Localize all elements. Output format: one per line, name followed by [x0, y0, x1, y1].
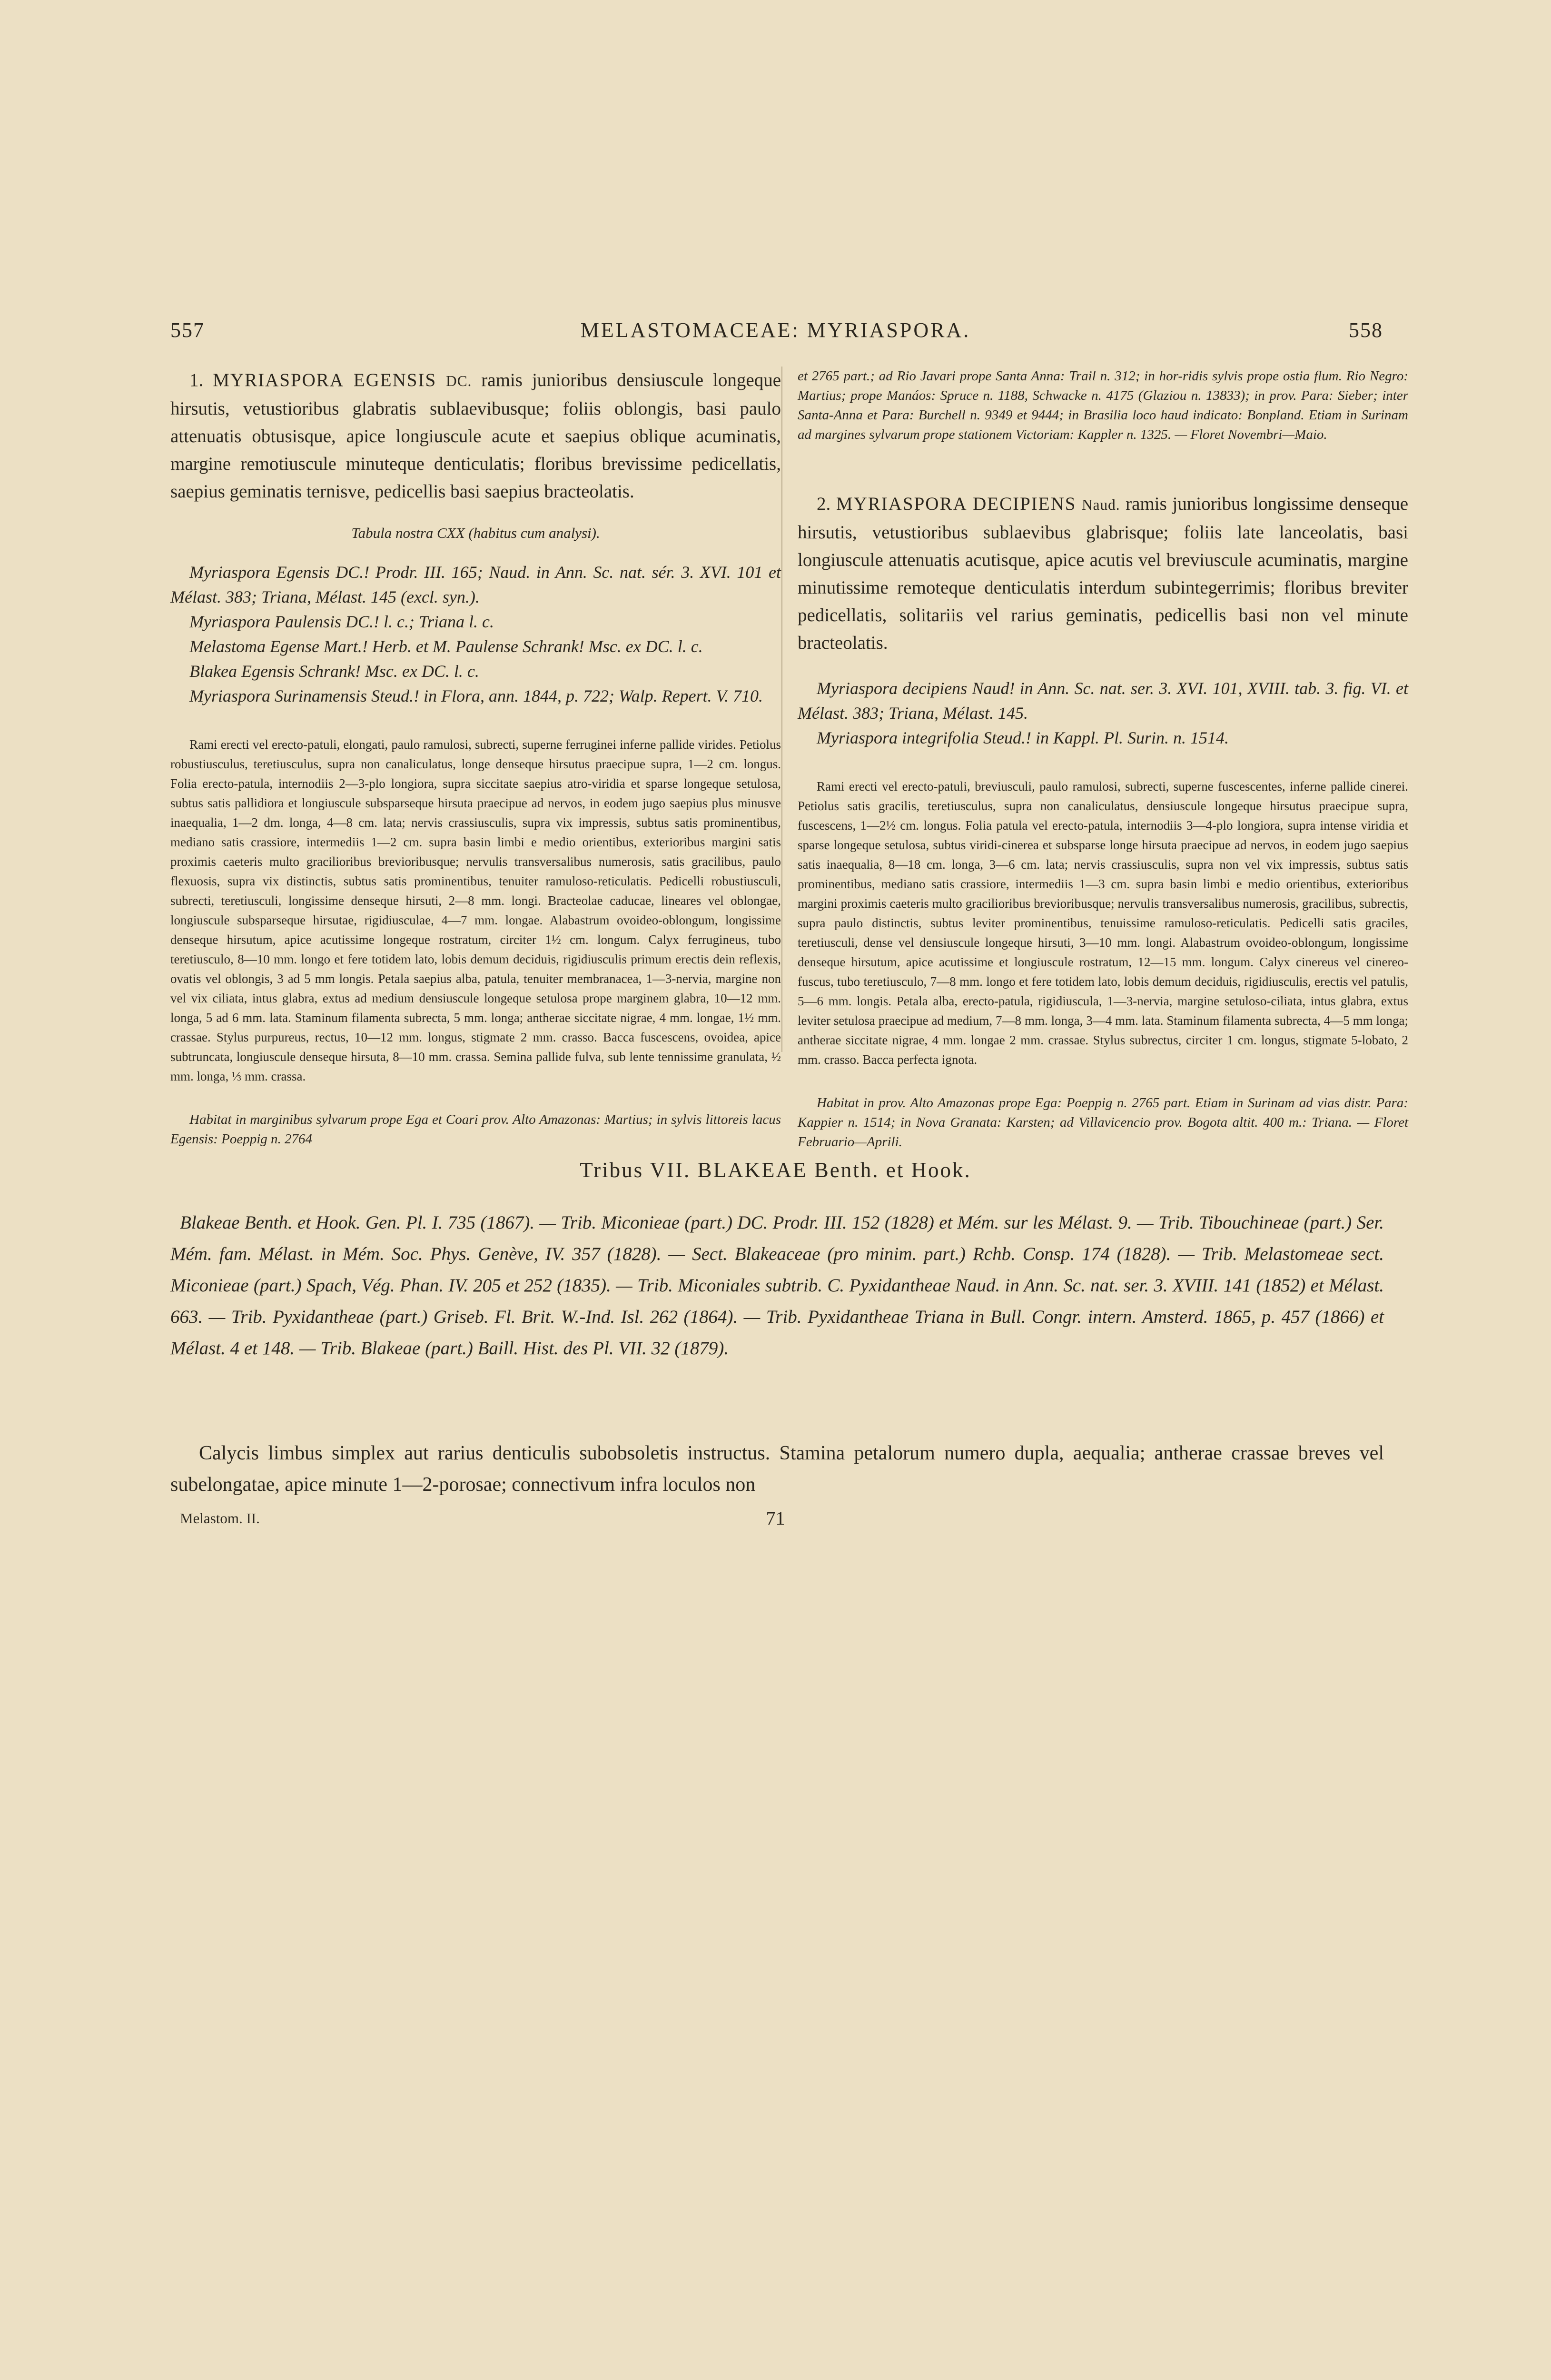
species-1-description: Rami erecti vel erecto-patuli, elongati, paulo ramulosi, subrecti, superne ferruginei inferne pallide virides. Petiolus robustiusculus, teretiusculus, supra non canaliculatus, longe denseque hirsutus praecipue supra, 1—2 cm. longus. Folia erecto-patula, internodiis 2—3-plo longiora, supra siccitate saepius atro-viridia et sparse longeque setulosa, subtus satis pallidiora et longiuscule subsparseque hirsuta praecipue ad nervos, in eodem jugo saepius plus minusve inaequalia, 1—2 dm. longa, 4—8 cm. lata; nervis crassiusculis, supra vix impressis, subtus satis prominentibus, mediano satis crassiore, intermediis 1—2 cm. supra basin limbi e medio orientibus, exterioribus margini satis proximis caeteris multo gracilioribus brevioribusque; nervulis transversalibus numerosis, satis gracilibus, paulo flexuosis, supra vix distinctis, subtus satis prominentibus, tenuiter ramuloso-reticulatis. Pedicelli robustiusculi, subrecti, teretiusculi, longissime denseque hirsuti, 2—8 mm. longi. Bracteolae caducae, lineares vel oblongae, longiuscule subsparseque hirsutae, rigidiusculae, 4—7 mm. longae. Alabastrum ovoideo-oblongum, longissime denseque hirsutum, apice acutissime longeque rostratum, circiter 1½ cm. longum. Calyx ferrugineus, tubo teretiusculo, 8—10 mm. longo et fere totidem lato, lobis demum deciduis, rigidiusculis primum erectis dein reflexis, ovatis vel oblongis, 3 ad 5 mm longis. Petala saepius alba, patula, tenuiter membranacea, 1—3-nervia, margine non vel vix ciliata, intus glabra, extus ad medium densiuscule longeque setulosa prope marginem glabra, 10—12 mm. longa, 5 ad 6 mm. lata. Staminum filamenta subrecta, 5 mm. longa; antherae siccitate nigrae, 4 mm. longae, 1½ mm. crassae. Stylus purpureus, rectus, 10—12 mm. longus, stigmate 2 mm. crasso. Bacca fuscescens, ovoidea, apice subtruncata, longiuscule denseque hirsuta, 8—10 mm. crassa. Semina pallide fulva, sub lente tennissime granulata, ½ mm. longa, ⅓ mm. crassa.	[170, 737, 781, 1083]
page-number-left: 557	[170, 318, 205, 342]
running-head: MELASTOMACEAE: MYRIASPORA.	[580, 318, 971, 342]
page-number-right: 558	[1349, 318, 1383, 342]
synonym: Blakea Egensis Schrank! Msc. ex DC. l. c.	[189, 662, 479, 681]
species-2-habitat: Habitat in prov. Alto Amazonas prope Ega: Poeppig n. 2765 part. Etiam in Surinam ad vias distr. Para: Kappier n. 1514; in Nova Granata: Karsten; ad Villavicencio prov. Bogota altit. 400 m.: Triana. — Floret Februario—Aprili.	[798, 1095, 1408, 1150]
tribe-references: Blakeae Benth. et Hook. Gen. Pl. I. 735 (1867). — Trib. Miconieae (part.) DC. Prodr. III. 152 (1828) et Mém. sur les Mélast. 9. — Trib. Tibouchineae (part.) Ser. Mém. fam. Mélast. in Mém. Soc. Phys. Genève, IV. 357 (1828). — Sect. Blakeaceae (pro minim. part.) Rchb. Consp. 174 (1828). — Trib. Melastomeae sect. Miconieae (part.) Spach, Vég. Phan. IV. 205 et 252 (1835). — Trib. Miconiales subtrib. C. Pyxidantheae Naud. in Ann. Sc. nat. ser. 3. XVIII. 141 (1852) et Mélast. 663. — Trib. Pyxidantheae (part.) Griseb. Fl. Brit. W.-Ind. Isl. 262 (1864). — Trib. Pyxidantheae Triana in Bull. Congr. intern. Amsterd. 1865, p. 457 (1866) et Mélast. 4 et 148. — Trib. Blakeae (part.) Baill. Hist. des Pl. VII. 32 (1879).	[170, 1212, 1384, 1359]
species-1-name: MYRIASPORA EGENSIS	[213, 370, 437, 390]
plate-reference: Tabula nostra CXX (habitus cum analysi).	[351, 525, 600, 541]
species-2-diagnosis: ramis junioribus longissime denseque hirsutis, vetustioribus sublaevibus glabrisque; foliis late lanceolatis, basi longiuscule attenuatis acutisque, apice acutis vel breviuscule acuminatis, margine minutissime remoteque denticulatis interdum subintegerrimis; floribus breviter pedicellatis, solitariis vel rarius geminatis, pedicellis basi non vel minute bracteolatis.	[798, 494, 1409, 653]
synonym: Myriaspora Paulensis DC.! l. c.; Triana l. c.	[189, 612, 494, 631]
tribe-title: Tribus VII. BLAKEAE Benth. et Hook.	[580, 1158, 971, 1182]
left-column	[170, 367, 781, 1149]
species-2-heading	[798, 490, 1408, 657]
species-1-number: 1.	[189, 370, 204, 390]
species-2-name: MYRIASPORA DECIPIENS	[836, 494, 1077, 514]
species-2-author: Naud.	[1082, 496, 1120, 513]
species-1-habitat: Habitat in marginibus sylvarum prope Ega et Coari prov. Alto Amazonas: Martius; in sylvis littoreis lacus Egensis: Poeppig n. 2764	[170, 1112, 781, 1147]
species-1-heading	[170, 367, 781, 506]
column-divider	[781, 367, 783, 1052]
footer-volume: Melastom. II.	[180, 1510, 260, 1527]
synonym: Myriaspora Surinamensis Steud.! in Flora, ann. 1844, p. 722; Walp. Repert. V. 710.	[189, 686, 763, 705]
synonym: Myriaspora Egensis DC.! Prodr. III. 165; Naud. in Ann. Sc. nat. sér. 3. XVI. 101 et Mélast. 383; Triana, Mélast. 145 (excl. syn.).	[170, 563, 781, 606]
species-1-habitat-continued: et 2765 part.; ad Rio Javari prope Santa Anna: Trail n. 312; in hor-ridis sylvis prope ostia flum. Rio Negro: Martius; prope Manáos: Spruce n. 1188, Schwacke n. 4175 (Glaziou n. 13833); in prov. Para: Sieber; inter Santa-Anna et Para: Burchell n. 9349 et 9444; in Brasilia loco haud indicato: Bonpland. Etiam in Surinam ad margines sylvarum prope stationem Victoriam: Kappler n. 1325. — Floret Novembri—Maio.	[798, 368, 1408, 442]
tribe-description: Calycis limbus simplex aut rarius denticulis subobsoletis instructus. Stamina petalorum numero dupla, aequalia; antherae crassae breves vel subelongatae, apice minute 1—2-porosae; connectivum infra loculos non	[170, 1442, 1384, 1496]
signature-mark: 71	[766, 1507, 785, 1529]
synonym: Myriaspora integrifolia Steud.! in Kappl. Pl. Surin. n. 1514.	[817, 728, 1229, 747]
species-2-number: 2.	[817, 494, 831, 514]
synonym: Melastoma Egense Mart.! Herb. et M. Paulense Schrank! Msc. ex DC. l. c.	[189, 637, 703, 656]
synonym: Myriaspora decipiens Naud! in Ann. Sc. nat. ser. 3. XVI. 101, XVIII. tab. 3. fig. VI. et Mélast. 383; Triana, Mélast. 145.	[798, 679, 1408, 723]
species-1-diagnosis: ramis junioribus densiuscule longeque hirsutis, vetustioribus glabratis sublaevibusque; foliis oblongis, basi paulo attenuatis obtusisque, apice longiuscule acute et saepius oblique acuminatis, margine remotiuscule minuteque denticulatis; floribus brevissime pedicellatis, saepius geminatis ternisve, pedicellis basi saepius bracteolatis.	[170, 370, 781, 502]
species-2-description: Rami erecti vel erecto-patuli, breviusculi, paulo ramulosi, subrecti, superne fuscescentes, inferne pallide cinerei. Petiolus satis gracilis, teretiusculus, supra non canaliculatus, densiuscule longeque hirsutus praecipue supra, fuscescens, 1—2½ cm. longus. Folia patula vel erecto-patula, internodiis 3—4-plo longiora, supra intense viridia et sparse longeque setulosa, subtus viridi-cinerea et subsparse longe hirsuta praecipue ad nervos, in eodem jugo saepius satis inaequalia, 8—18 cm. longa, 3—6 cm. lata; nervis crassiusculis, supra non vel vix impressis, subtus satis prominentibus, mediano satis crassiore, intermediis 1—3 cm. supra basin limbi e medio orientibus, exterioribus margini proximis caeteris multo gracilioribus brevioribusque; nervulis transversalibus numerosis, gracilibus, subrectis, supra paulo distinctis, subtus leviter prominentibus, tenuissime ramuloso-reticulatis. Pedicelli satis graciles, teretiusculi, dense vel densiuscule longeque hirsuti, 3—10 mm. longi. Alabastrum ovoideo-oblongum, longissime denseque hirsutum, apice acutissime et longiuscule rostratum, 12—15 mm. longum. Calyx cinereus vel cinereo-fuscus, tubo teretiusculo, 7—8 mm. longo et fere totidem lato, lobis demum deciduis, rigidiusculis, erectis vel patulis, 5—6 mm. longis. Petala alba, erecto-patula, rigidiuscula, 1—3-nervia, margine setuloso-ciliata, intus glabra, extus leviter setulosa praecipue ad medium, 7—8 mm. longa, 3—4 mm. lata. Staminum filamenta subrecta, 4—5 mm longa; antherae siccitate nigrae, 4 mm. longae 2 mm. crassae. Stylus subrectus, circiter 1 cm. longus, stigmate 5-lobato, 2 mm. crasso. Bacca perfecta ignota.	[798, 779, 1408, 1067]
species-1-author: DC.	[446, 373, 472, 389]
right-column	[798, 367, 1408, 1152]
